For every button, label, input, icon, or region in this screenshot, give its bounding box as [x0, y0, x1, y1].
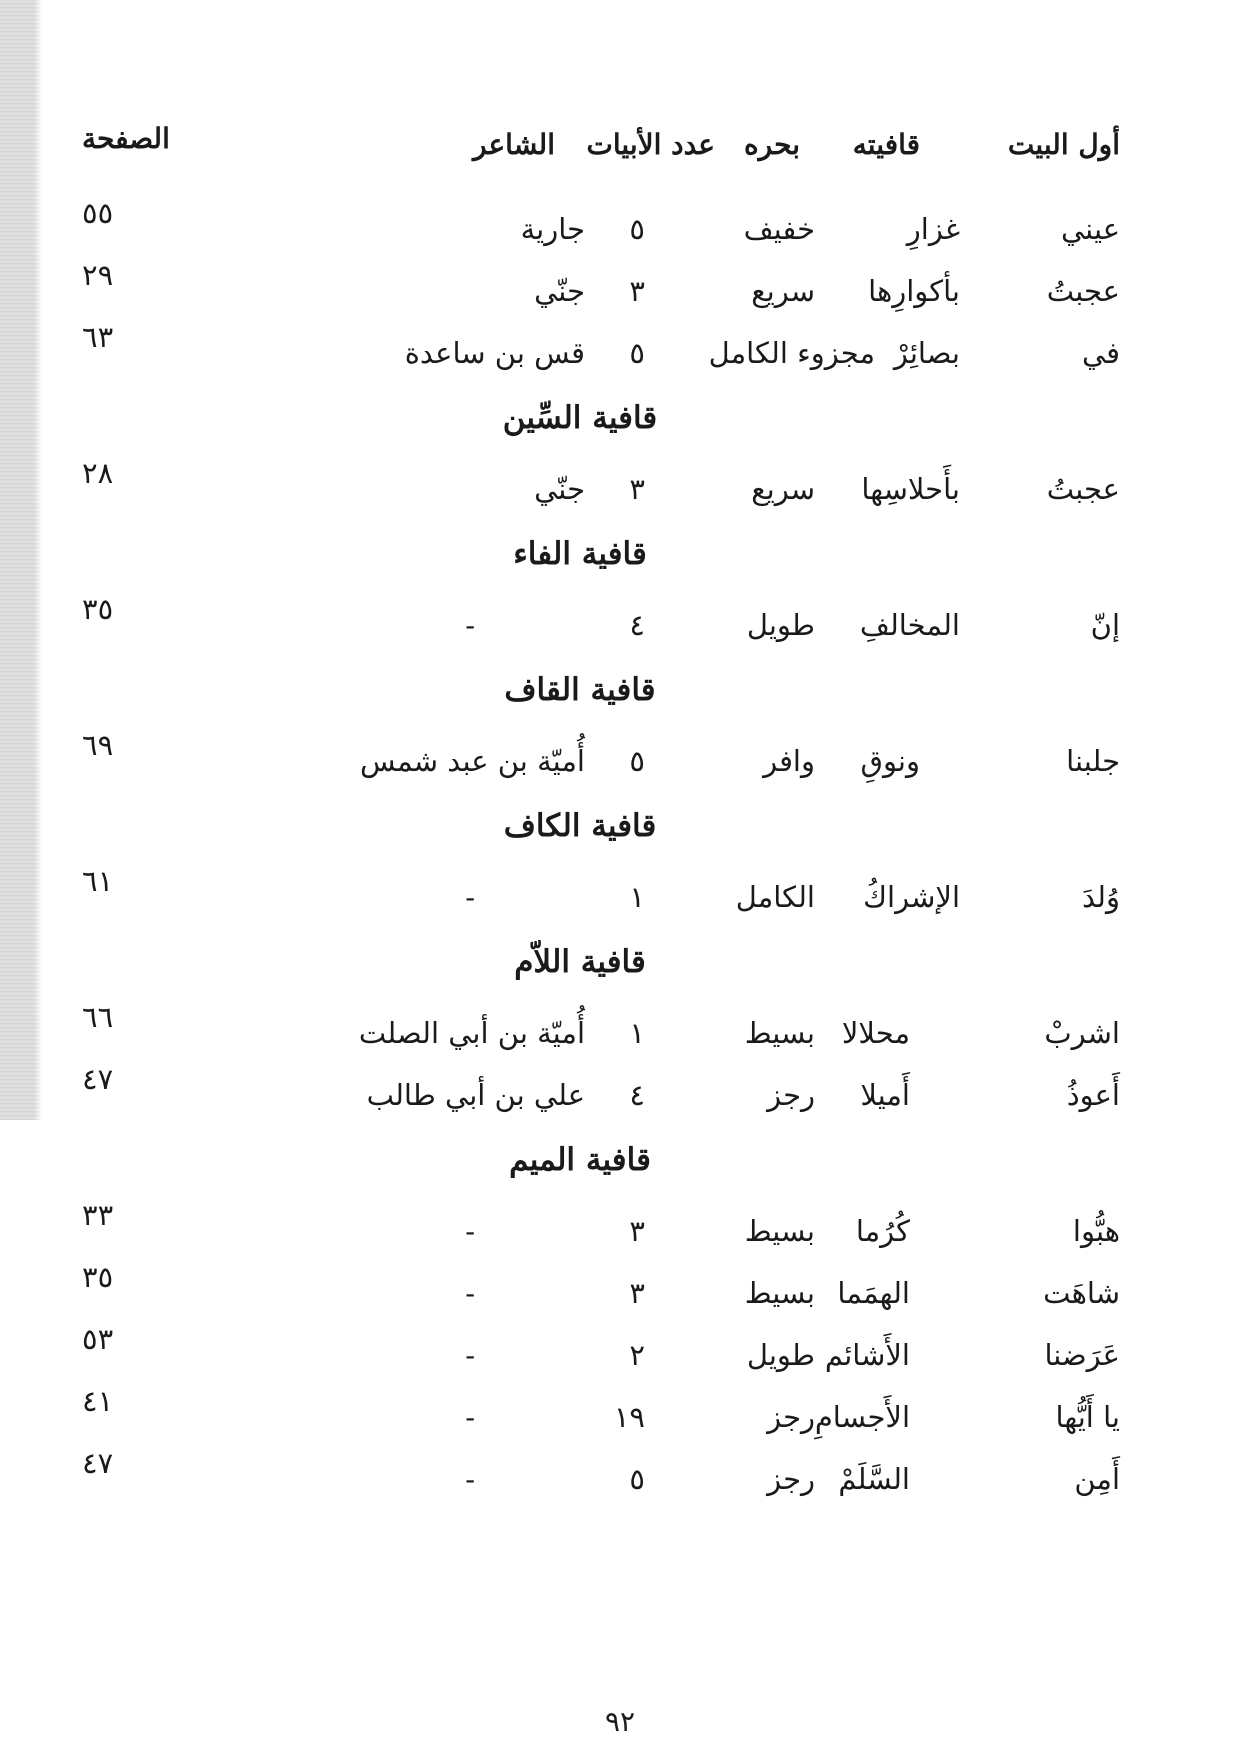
- table-row: [80, 257, 1120, 319]
- cell-first-line: عجبتُ: [1046, 472, 1120, 506]
- cell-page: ٤٧: [82, 1062, 114, 1096]
- cell-page: ٤١: [82, 1384, 114, 1418]
- cell-rhyme: الإشراكُ: [863, 880, 960, 914]
- cell-rhyme: الأَشائم: [824, 1338, 910, 1372]
- cell-poet: جنّي: [534, 274, 585, 308]
- cell-page: ٦٩: [82, 728, 114, 762]
- cell-page: ٤٧: [82, 1446, 114, 1480]
- cell-meter: بسيط: [744, 1276, 815, 1310]
- cell-meter: رجز: [767, 1078, 815, 1112]
- table-row: [80, 1321, 1120, 1383]
- header-first-line: أول البيت: [1007, 128, 1120, 161]
- cell-first-line: في: [1081, 336, 1120, 370]
- section-title-meem: قافية الميم: [509, 1142, 651, 1178]
- cell-meter: مجزوء الكامل: [708, 336, 875, 370]
- cell-page: ٦٣: [82, 320, 114, 354]
- cell-meter: طويل: [746, 1338, 815, 1372]
- table-header: [80, 122, 1120, 195]
- cell-first-line: وُلدَ: [1081, 880, 1120, 914]
- cell-verse-count: ٥: [629, 744, 645, 778]
- cell-rhyme: المخالفِ: [859, 608, 960, 642]
- cell-meter: رجز: [767, 1462, 815, 1496]
- header-rhyme: قافيته: [852, 128, 920, 161]
- cell-rhyme: أَميلا: [860, 1078, 910, 1112]
- cell-verse-count: ١: [629, 1016, 645, 1050]
- table-row: [80, 1061, 1120, 1123]
- cell-verse-count: ٥: [629, 1462, 645, 1496]
- section-title-qaf: قافية القاف: [504, 672, 656, 708]
- cell-verse-count: ٣: [629, 472, 645, 506]
- section-title-seen: قافية السِّين: [502, 400, 658, 436]
- table-row: [80, 1197, 1120, 1259]
- cell-first-line: عجبتُ: [1046, 274, 1120, 308]
- cell-rhyme: الأَجسامِ: [814, 1400, 910, 1434]
- cell-verse-count: ١: [629, 880, 645, 914]
- cell-verse-count: ٤: [629, 1078, 645, 1112]
- cell-verse-count: ٥: [629, 212, 645, 246]
- cell-meter: رجز: [767, 1400, 815, 1434]
- table-row: [80, 591, 1120, 653]
- table-row: [80, 727, 1120, 789]
- cell-poet: -: [465, 1338, 475, 1372]
- cell-meter: سريع: [751, 472, 815, 506]
- cell-poet: -: [465, 1276, 475, 1310]
- table-row: [80, 195, 1120, 257]
- cell-first-line: عَرَضنا: [1044, 1338, 1120, 1372]
- cell-poet: أُميّة بن أبي الصلت: [358, 1016, 585, 1050]
- cell-rhyme: بصائِرْ: [893, 336, 960, 370]
- header-page: الصفحة: [82, 122, 170, 155]
- cell-page: ٢٨: [82, 456, 114, 490]
- cell-page: ٣٣: [82, 1198, 114, 1232]
- section-title-lam: قافية اللاّم: [514, 944, 646, 980]
- cell-first-line: هبُّوا: [1072, 1214, 1120, 1248]
- cell-poet: جارية: [520, 212, 585, 246]
- cell-meter: خفيف: [743, 212, 815, 246]
- cell-meter: وافر: [763, 744, 815, 778]
- cell-rhyme: السَّلَمْ: [838, 1462, 910, 1496]
- cell-poet: -: [465, 608, 475, 642]
- cell-page: ٦٦: [82, 1000, 114, 1034]
- cell-page: ٣٥: [82, 592, 114, 626]
- index-page: [80, 122, 1120, 1507]
- cell-verse-count: ٣: [629, 1276, 645, 1310]
- cell-meter: سريع: [751, 274, 815, 308]
- cell-poet: -: [465, 1462, 475, 1496]
- cell-poet: -: [465, 1214, 475, 1248]
- cell-meter: الكامل: [735, 880, 815, 914]
- cell-first-line: جلبنا: [1066, 744, 1120, 778]
- cell-meter: بسيط: [744, 1214, 815, 1248]
- cell-first-line: اشربْ: [1044, 1016, 1120, 1050]
- cell-rhyme: غزارِ: [906, 212, 960, 246]
- table-row: [80, 455, 1120, 517]
- cell-rhyme: كُرُما: [855, 1214, 910, 1248]
- cell-rhyme: بأكوارِها: [868, 274, 960, 308]
- cell-verse-count: ٣: [629, 1214, 645, 1248]
- cell-poet: قس بن ساعدة: [404, 336, 585, 370]
- cell-first-line: يا أَيُّها: [1055, 1400, 1120, 1434]
- table-row: [80, 319, 1120, 381]
- cell-poet: أُميّة بن عبد شمس: [359, 744, 585, 778]
- table-row: [80, 1259, 1120, 1321]
- header-poet: الشاعر: [473, 128, 555, 161]
- cell-verse-count: ٥: [629, 336, 645, 370]
- cell-rhyme: بأَحلاسِها: [861, 472, 960, 506]
- table-row: [80, 999, 1120, 1061]
- table-row: [80, 863, 1120, 925]
- cell-first-line: شاهَت: [1043, 1276, 1120, 1310]
- cell-first-line: أَعوذُ: [1066, 1078, 1120, 1112]
- cell-verse-count: ٢: [629, 1338, 645, 1372]
- cell-first-line: أَمِن: [1074, 1462, 1120, 1496]
- cell-page: ٣٥: [82, 1260, 114, 1294]
- cell-rhyme: ونوقِ: [860, 744, 920, 778]
- cell-first-line: إنّ: [1090, 608, 1120, 642]
- section-title-kaf: قافية الكاف: [503, 808, 657, 844]
- cell-verse-count: ٤: [629, 608, 645, 642]
- cell-rhyme: الهمَما: [837, 1276, 910, 1310]
- table-row: [80, 1383, 1120, 1445]
- cell-page: ٢٩: [82, 258, 114, 292]
- scan-edge-shadow: [0, 0, 42, 1120]
- section-title-faa: قافية الفاء: [513, 536, 647, 572]
- cell-page: ٦١: [82, 864, 114, 898]
- cell-poet: -: [465, 1400, 475, 1434]
- cell-verse-count: ٣: [629, 274, 645, 308]
- cell-rhyme: محلالا: [841, 1016, 910, 1050]
- header-verse-count: عدد الأبيات: [586, 128, 715, 161]
- cell-poet: -: [465, 880, 475, 914]
- cell-meter: بسيط: [744, 1016, 815, 1050]
- cell-meter: طويل: [746, 608, 815, 642]
- cell-first-line: عيني: [1061, 212, 1120, 246]
- page-number: ٩٢: [604, 1705, 636, 1738]
- table-row: [80, 1445, 1120, 1507]
- cell-verse-count: ١٩: [613, 1400, 645, 1434]
- cell-page: ٥٥: [82, 196, 114, 230]
- cell-poet: جنّي: [534, 472, 585, 506]
- cell-poet: علي بن أبي طالب: [366, 1078, 585, 1112]
- header-meter: بحره: [744, 128, 800, 161]
- cell-page: ٥٣: [82, 1322, 114, 1356]
